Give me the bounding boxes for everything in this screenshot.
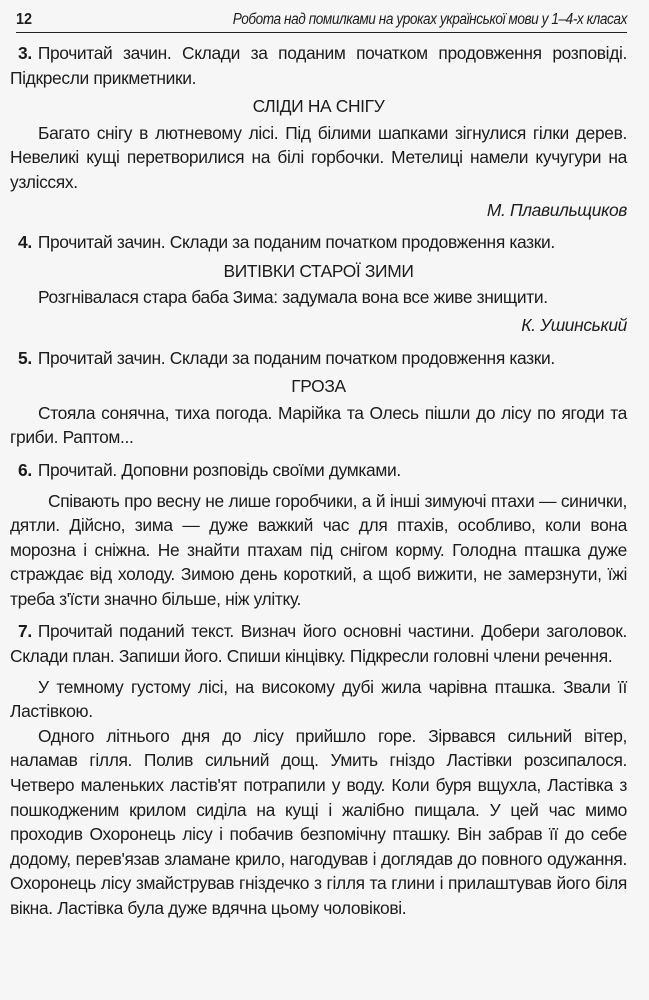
task-number: 7. [18,621,32,642]
task-5-instruction [10,346,627,371]
page-body [10,41,627,921]
task-3-instruction [10,41,627,90]
task-6-instruction [10,458,627,483]
task-number: 3. [18,43,32,63]
story-text: Розгнівалася стара баба Зима: задумала вона все живе знищити. [38,287,548,308]
instruction-text: Прочитай зачин. Склади за поданим початком продовження казки. [37,232,555,253]
task-number: 6. [18,459,32,480]
story-title: ГРОЗА [291,376,346,397]
story-title: СЛІДИ НА СНІГУ [252,96,385,117]
story-text: Багато снігу в лютневому лісі. Під білими шапками зігнулися гілки дерев. Невеликі кущі перетворилися на білі горбочки. Метелиці намели кучугури на узліссях. [10,122,627,192]
story-text: Співають про весну не лише горобчики, а й інші зимуючі птахи — синички, дятли. Дійсно, зима — дуже важкий час для птахів, особливо, коли вона морозна і сніжна. Не знайти птахам під снігом корму. Голодна пташка дуже страждає від холоду. Зимою день короткий, а щоб вижити, не замерзнути, їжі треба з'їсти значно більше, ніж улітку. [10,490,627,609]
instruction-text: Прочитай зачин. Склади за поданим початком продовження казки. [37,347,555,368]
task-number: 4. [18,232,32,253]
story-title: ВИТІВКИ СТАРОЇ ЗИМИ [223,260,414,281]
task-number: 5. [18,347,32,368]
story-text: Стояла сонячна, тиха погода. Марійка та Олесь пішли до лісу по ягоди та гриби. Раптом... [10,402,627,448]
story-paragraph: У темному густому лісі, на високому дубі жила чарівна пташка. Звали її Ластівкою. [10,676,627,722]
task-7-instruction [10,619,627,668]
instruction-text: Прочитай поданий текст. Визнач його основні частини. Добери заголовок. Склади план. Запиши його. Спиши кінцівку. Підкресли головні члени речення. [10,621,627,667]
story-author: М. Плавильщиков [486,199,627,220]
page-header [16,0,627,33]
instruction-text: Прочитай. Доповни розповідь своїми думками. [37,459,401,480]
running-title: Робота над помилками на уроках української мови у 1–4-х класах [232,11,627,28]
task-4-instruction [10,230,627,255]
story-paragraph: Одного літнього дня до лісу прийшло горе. Зірвався сильний вітер, наламав гілля. Полив сильний дощ. Умить гніздо Ластівки розсипалося. Четверо маленьких ластів'ят потрапили у воду. Коли буря вщухла, Ластівка з пошкодженим крилом сиділа на кущі і жалібно пищала. У цей час мимо проходив Охоронець лісу і побачив безпомічну пташку. Він забрав її до себе додому, перев'язав зламане крило, нагодував і доглядав до повного одужання. Охоронець лісу змайстрував гніздечко з гілля та глини і прилаштував його біля вікна. Ластівка була дуже вдячна цьому чоловікові. [10,725,627,918]
instruction-text: Прочитай зачин. Склади за поданим початком продовження розповіді. Підкресли прикметники. [10,43,627,88]
page-number: 12 [16,11,33,28]
story-author: К. Ушинський [521,314,627,335]
